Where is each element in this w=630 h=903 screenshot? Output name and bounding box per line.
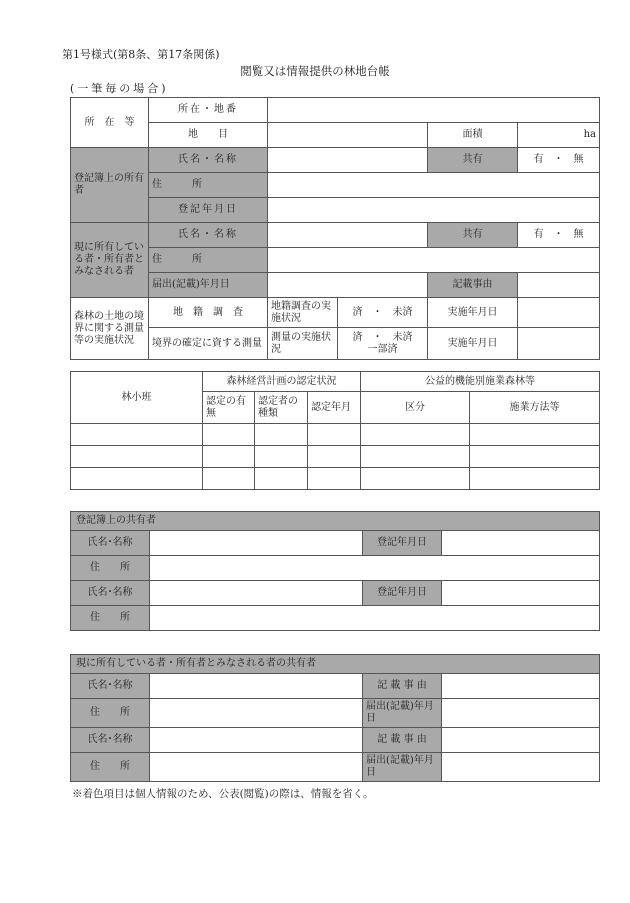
- registered-co-owner-table: [70, 511, 600, 631]
- cell[interactable]: [255, 468, 308, 490]
- co-owner-residence-label: 住 所: [71, 556, 150, 581]
- current-owner-shared-choice[interactable]: 有 ・ 無: [518, 223, 600, 248]
- current-co-owner-residence-value[interactable]: [150, 699, 363, 728]
- current-owner-name-value[interactable]: [268, 223, 428, 248]
- land-category-value[interactable]: [268, 123, 428, 148]
- co-owner-name-value[interactable]: [150, 531, 363, 556]
- current-co-owner-residence-label: 住 所: [71, 753, 150, 782]
- current-co-owner-name-label: 氏名･名称: [71, 728, 150, 753]
- current-co-owner-table: [70, 654, 600, 782]
- cadastral-status-label: 地籍調査の実施状況: [268, 298, 338, 328]
- registered-owner-shared-label: 共有: [428, 148, 518, 173]
- registered-owner-residence-value[interactable]: [268, 173, 600, 198]
- cell[interactable]: [361, 424, 470, 446]
- cell[interactable]: [255, 424, 308, 446]
- cell[interactable]: [71, 424, 203, 446]
- co-owner-residence-value[interactable]: [150, 606, 600, 631]
- current-co-owner-notification-value[interactable]: [442, 699, 600, 728]
- current-co-owner-notification-label: 届出(記載)年月日: [363, 753, 442, 782]
- cell[interactable]: [71, 446, 203, 468]
- current-co-owner-name-value[interactable]: [150, 674, 363, 699]
- registered-owner-label: 登記簿上の所有者: [71, 148, 149, 223]
- current-owner-residence-value[interactable]: [268, 248, 600, 273]
- current-co-owner-name-label: 氏名･名称: [71, 674, 150, 699]
- current-owner-shared-label: 共有: [428, 223, 518, 248]
- current-co-owner-residence-label: 住 所: [71, 699, 150, 728]
- ledger-main-table: [70, 97, 600, 360]
- sub-compartment-header: 林小班: [71, 372, 203, 424]
- table-row: [71, 424, 600, 446]
- forest-plan-table: [70, 371, 600, 490]
- boundary-status-label: 森林の土地の境界に関する測量等の実施状況: [71, 298, 149, 360]
- category-header: 区分: [361, 392, 470, 424]
- current-co-owner-entry-reason-value[interactable]: [442, 674, 600, 699]
- address-label: 所在・地番: [149, 98, 268, 123]
- co-owner-residence-value[interactable]: [150, 556, 600, 581]
- survey-done-line2: 一部済: [367, 343, 398, 355]
- land-category-label: 地 目: [149, 123, 268, 148]
- registration-date-value[interactable]: [268, 198, 600, 223]
- current-co-owner-notification-label: 届出(記載)年月日: [363, 699, 442, 728]
- form-number: 第1号様式(第8条、第17条関係): [62, 48, 220, 61]
- registered-owner-name-value[interactable]: [268, 148, 428, 173]
- document-title: 閲覧又は情報提供の林地台帳: [240, 64, 390, 78]
- practice-method-header: 施業方法等: [470, 392, 600, 424]
- cell[interactable]: [361, 446, 470, 468]
- cell[interactable]: [308, 468, 361, 490]
- survey-status-label: 測量の実施状況: [268, 328, 338, 360]
- cell[interactable]: [203, 446, 255, 468]
- notification-date-label: 届出(記載)年月日: [149, 273, 268, 298]
- area-label: 面積: [428, 123, 518, 148]
- cell[interactable]: [470, 468, 600, 490]
- co-owner-name-label: 氏名･名称: [71, 581, 150, 606]
- area-unit[interactable]: ha: [518, 123, 600, 148]
- registered-co-owner-title: 登記簿上の共有者: [71, 512, 600, 531]
- co-owner-registration-date-value[interactable]: [442, 581, 600, 606]
- notification-date-value[interactable]: [268, 273, 428, 298]
- footnote: ※着色項目は個人情報のため、公表(閲覧)の際は、情報を省く。: [72, 788, 374, 800]
- co-owner-registration-date-label: 登記年月日: [363, 531, 442, 556]
- location-label: 所 在 等: [71, 98, 149, 148]
- current-owner-residence-label: 住 所: [149, 248, 268, 273]
- survey-date-label: 実施年月日: [428, 328, 518, 360]
- cadastral-survey-label: 地 籍 調 査: [149, 298, 268, 328]
- current-owner-label: 現に所有している者・所有者とみなされる者: [71, 223, 149, 298]
- entry-reason-label: 記載事由: [428, 273, 518, 298]
- cell[interactable]: [255, 446, 308, 468]
- table-row: [71, 446, 600, 468]
- current-co-owner-notification-value[interactable]: [442, 753, 600, 782]
- cadastral-date-label: 実施年月日: [428, 298, 518, 328]
- registered-owner-name-label: 氏名・名称: [149, 148, 268, 173]
- current-co-owner-name-value[interactable]: [150, 728, 363, 753]
- survey-done-choice[interactable]: [338, 328, 428, 360]
- co-owner-name-value[interactable]: [150, 581, 363, 606]
- co-owner-name-label: 氏名･名称: [71, 531, 150, 556]
- table-row: [71, 468, 600, 490]
- cadastral-date-value[interactable]: [518, 298, 600, 328]
- cell[interactable]: [470, 424, 600, 446]
- current-co-owner-entry-reason-label: 記 載 事 由: [363, 674, 442, 699]
- registered-owner-residence-label: 住 所: [149, 173, 268, 198]
- co-owner-residence-label: 住 所: [71, 606, 150, 631]
- cert-year-month-header: 認定年月: [308, 392, 361, 424]
- current-co-owner-entry-reason-value[interactable]: [442, 728, 600, 753]
- boundary-survey-label: 境界の確定に資する測量: [149, 328, 268, 360]
- current-co-owner-residence-value[interactable]: [150, 753, 363, 782]
- entry-reason-value[interactable]: [518, 273, 600, 298]
- cell[interactable]: [470, 446, 600, 468]
- management-plan-header: 森林経営計画の認定状況: [203, 372, 361, 392]
- current-owner-name-label: 氏名・名称: [149, 223, 268, 248]
- address-value[interactable]: [268, 98, 600, 123]
- cell[interactable]: [308, 446, 361, 468]
- cell[interactable]: [308, 424, 361, 446]
- current-co-owner-entry-reason-label: 記 載 事 由: [363, 728, 442, 753]
- registration-date-label: 登記年月日: [149, 198, 268, 223]
- scope-note: (一筆毎の場合): [70, 82, 169, 95]
- current-co-owner-title: 現に所有している者・所有者とみなされる者の共有者: [71, 655, 600, 674]
- certifier-type-header: 認定者の種類: [255, 392, 308, 424]
- cell[interactable]: [203, 424, 255, 446]
- cell[interactable]: [203, 468, 255, 490]
- survey-done-line1: 済 ・ 未済: [352, 331, 413, 343]
- cert-status-header: 認定の有無: [203, 392, 255, 424]
- co-owner-registration-date-value[interactable]: [442, 531, 600, 556]
- registered-owner-shared-choice[interactable]: 有 ・ 無: [518, 148, 600, 173]
- co-owner-registration-date-label: 登記年月日: [363, 581, 442, 606]
- cell[interactable]: [361, 468, 470, 490]
- cadastral-done-choice[interactable]: 済 ・ 未済: [338, 298, 428, 328]
- survey-date-value[interactable]: [518, 328, 600, 360]
- public-function-header: 公益的機能別施業森林等: [361, 372, 600, 392]
- cell[interactable]: [71, 468, 203, 490]
